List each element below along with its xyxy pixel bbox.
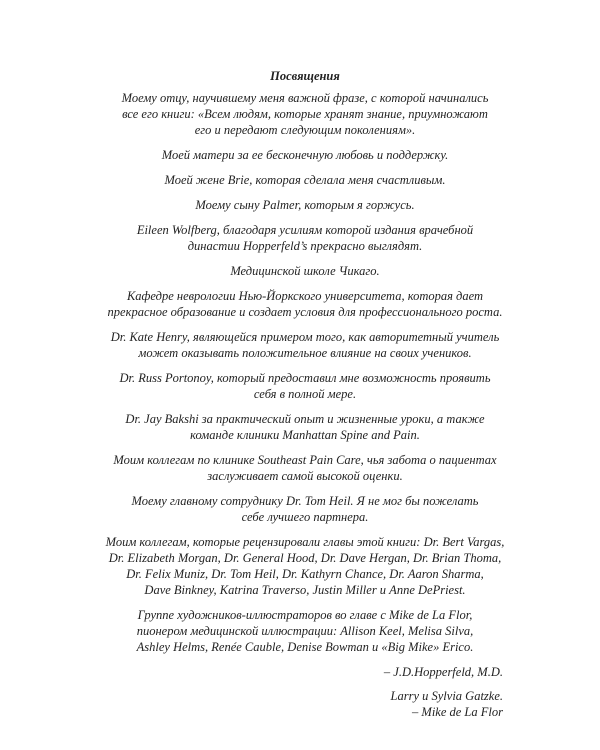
text-line: заслуживает самой высокой оценки.	[207, 469, 403, 483]
dedication-paragraph-8	[95, 329, 515, 361]
signature-author	[95, 664, 515, 680]
text-line: команде клиники Manhattan Spine and Pain.	[190, 428, 420, 442]
text-line: пионером медицинской иллюстрации: Allison Keel, Melisa Silva,	[136, 624, 474, 638]
signature-illustrators	[95, 688, 515, 720]
dedication-paragraph-5	[95, 222, 515, 254]
text-line: себе лучшего партнера.	[241, 510, 369, 524]
text-line: Медицинской школе Чикаго.	[230, 264, 380, 278]
text-line: Ashley Helms, Renée Cauble, Denise Bowman и «Big Mike» Erico.	[136, 640, 474, 654]
dedication-paragraph-13	[95, 534, 515, 598]
text-line: Dave Binkney, Katrina Traverso, Justin Miller и Anne DePriest.	[144, 583, 466, 597]
text-line: Dr. Kate Henry, являющейся примером того, как авторитетный учитель	[110, 330, 500, 344]
signature-line: Larry и Sylvia Gatzke.	[390, 689, 503, 703]
text-line: Моей жене Brie, которая сделала меня счастливым.	[164, 173, 446, 187]
dedication-paragraph-14	[95, 607, 515, 655]
dedication-paragraph-9	[95, 370, 515, 402]
dedication-paragraph-3	[95, 172, 515, 188]
dedication-paragraph-12	[95, 493, 515, 525]
text-line: прекрасное образование и создает условия для профессионального роста.	[107, 305, 503, 319]
text-line: Eileen Wolfberg, благодаря усилиям которой издания врачебной	[136, 223, 474, 237]
dedication-paragraph-11	[95, 452, 515, 484]
text-line: может оказывать положительное влияние на своих учеников.	[138, 346, 472, 360]
text-line: Dr. Felix Muniz, Dr. Tom Heil, Dr. Kathyrn Chance, Dr. Aaron Sharma,	[126, 567, 484, 581]
dedication-paragraph-2	[95, 147, 515, 163]
text-line: Моим коллегам, которые рецензировали главы этой книги: Dr. Bert Vargas,	[105, 535, 505, 549]
text-line: Dr. Russ Portonoy, который предоставил мне возможность проявить	[119, 371, 491, 385]
dedication-paragraph-1	[95, 90, 515, 138]
text-line: Dr. Elizabeth Morgan, Dr. General Hood, Dr. Dave Hergan, Dr. Brian Thoma,	[108, 551, 502, 565]
text-line: Моим коллегам по клинике Southeast Pain Care, чья забота о пациентах	[113, 453, 497, 467]
text-line: Моему главному сотруднику Dr. Tom Heil. Я не мог бы пожелать	[131, 494, 479, 508]
text-line: Моему сыну Palmer, которым я горжусь.	[195, 198, 415, 212]
dedication-paragraph-6	[95, 263, 515, 279]
text-line: Моему отцу, научившему меня важной фразе, с которой начинались	[121, 91, 489, 105]
signature-line: – J.D.Hopperfeld, M.D.	[383, 665, 503, 679]
text-line: себя в полной мере.	[253, 387, 357, 401]
dedication-paragraph-7	[95, 288, 515, 320]
text-line: Группе художников-иллюстраторов во главе с Mike de La Flor,	[137, 608, 473, 622]
dedication-paragraph-4	[95, 197, 515, 213]
text-line: Dr. Jay Bakshi за практический опыт и жизненные уроки, а также	[125, 412, 485, 426]
text-line: Моей матери за ее бесконечную любовь и поддержку.	[161, 148, 449, 162]
page-title: Посвящения	[270, 69, 340, 83]
signature-line: – Mike de La Flor	[412, 705, 503, 719]
text-line: династии Hopperfeld’s прекрасно выглядят.	[187, 239, 423, 253]
dedication-paragraph-10	[95, 411, 515, 443]
dedication-page	[95, 68, 515, 728]
text-line: все его книги: «Всем людям, которые хранят знание, приумножают	[122, 107, 488, 121]
text-line: его и передают следующим поколениям».	[194, 123, 416, 137]
text-line: Кафедре неврологии Нью-Йоркского университета, которая дает	[126, 289, 484, 303]
